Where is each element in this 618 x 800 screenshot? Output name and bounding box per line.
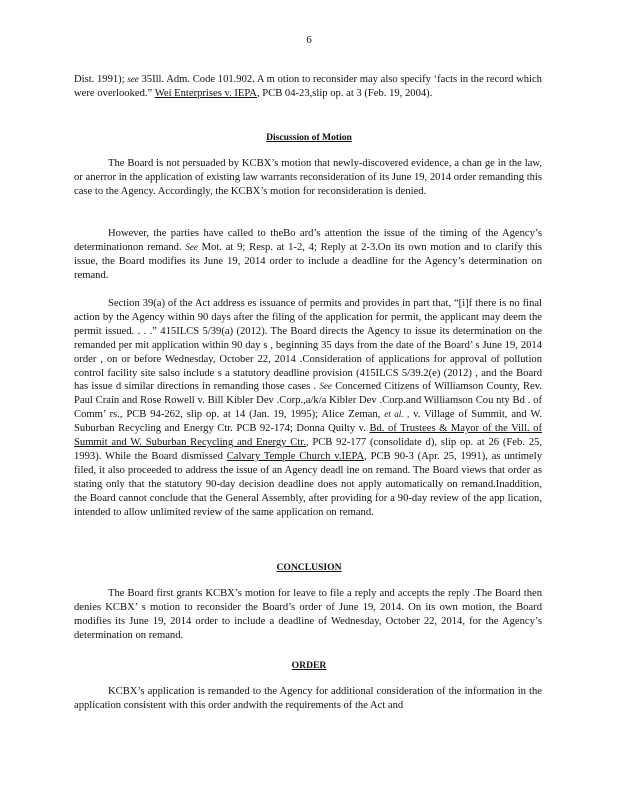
case-citation-calvary: Calvary Temple Church v.IEPA: [226, 450, 365, 462]
discussion-paragraph-1: The Board is not persuaded by KCBX’s motion that newly-discovered evidence, a chan ge in the law, or anerror in the application of existing law warrants reconsideration of its June 19, 2014 order remanding this case to the Agency. Accordingly, the KCBX’s motion for reconsideration is denied.: [74, 158, 542, 197]
order-paragraph: KCBX’s application is remanded to the Agency for additional consideration of the information in the application consistent with this order andwith the requirements of the Act and: [74, 686, 542, 711]
page-number: 6: [306, 34, 312, 46]
case-citation-wei: Wei Enterprises v. IEPA: [154, 87, 257, 99]
discussion-paragraph-3: Section 39(a) of the Act address es issuance of permits and provides in part that, “[i]f there is no final action by the Agency within 90 days after the filing of the application for permit, the applicant may deem the permit issued. . . .” 415ILCS 5/39(a) (2012). The Board directs the Agency to issue its determination on the remanded per mit application within 90 day s , beginning 35 days from the date of the Board’ s June 19, 2014 order , on or before Wednesday, October 22, 2014 .Consideration of applications for approval of pollution control facility site salso include s a statutory deadline provision (415ILCS 5/39.2(e) (2012) , and the Board has issue d similar directions in remanding those cases . See Concerned Citizens of Williamson County, Rev. Paul Crain and Rose Rowell v. Bill Kibler Dev .Corp.,a/k/a Kibler Dev .Corp.and Williamson Cou nty Bd . of Comm’ rs., PCB 94-262, slip op. at 14 (Jan. 19, 1995); Alice Zeman, et al. , v. Village of Summit, and W. Suburban Recycling and Energy Ctr. PCB 92-174; Donna Quilty v. Bd. of Trustees & Mayor of the Vill. of Summit and W. Suburban Recycling and Energy Ctr., PCB 92-177 (consolidate d), slip op. at 26 (Feb. 25, 1993). While the Board dismissed Calvary Temple Church v.IEPA, PCB 90-3 (Apr. 25, 1991), as untimely filed, it also proceeded to address the issue of an Agency deadl ine on remand. The Board views that order as stating only that the statutory 90-day decision deadline does not apply automatically on remand.Inaddition, the Board cannot conclude that the General Assembly, after providing for a 90-day review of the app lication, intended to allow unlimited review of the same application on remand.: [74, 298, 543, 518]
case-citation-quilty: Bd. of Trustees & Mayor of the Vill. of Summit and W. Suburban Recycling and Energy Ctr.: [74, 423, 542, 449]
order-heading: ORDER: [291, 660, 327, 671]
intro-paragraph: Dist. 1991); see 35Ill. Adm. Code 101.902. A m otion to reconsider may also specify ‘facts in the record which were overlooked.” Wei Enterprises v. IEPA, PCB 04-23,slip op. at 3 (Feb. 19, 2004).: [74, 74, 542, 99]
discussion-paragraph-2: However, the parties have called to theBo ard’s attention the issue of the timing of the Agency’s determinationon remand. See Mot. at 9; Resp. at 1-2, 4; Reply at 2-3.On its own motion and to clarify this issue, the Board modifies its June 19, 2014 order to include a deadline for the Agency’s determination on remand.: [74, 228, 542, 281]
conclusion-heading: CONCLUSION: [276, 562, 342, 573]
discussion-heading: Discussion of Motion: [266, 132, 352, 143]
conclusion-paragraph: The Board first grants KCBX’s motion for leave to file a reply and accepts the reply .The Board then denies KCBX’ s motion to reconsider the Board’s order of June 19, 2014. On its own motion, the Board modifies its June 19, 2014 order to include a deadline of Wednesday, October 22, 2014, for the Agency’s determination on remand.: [74, 588, 542, 641]
